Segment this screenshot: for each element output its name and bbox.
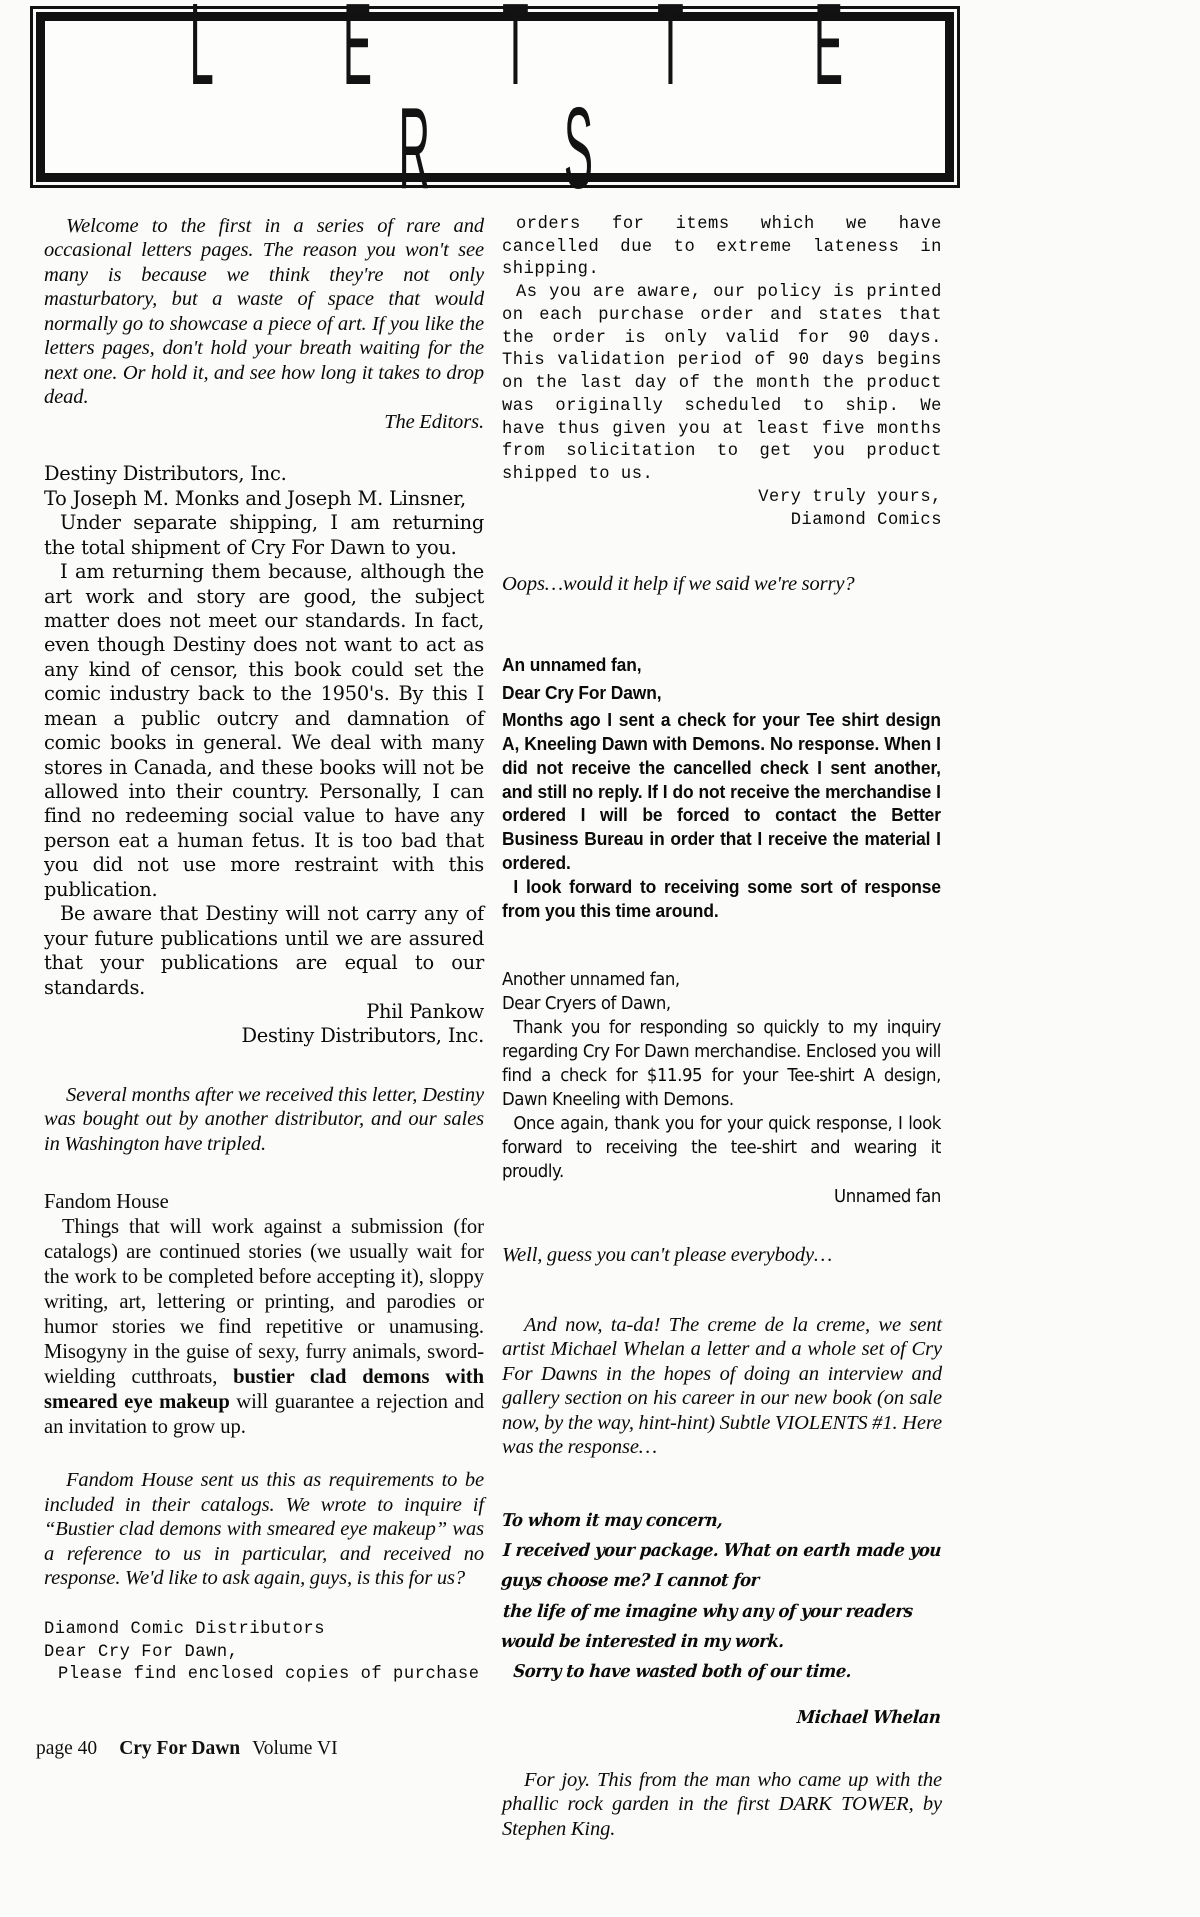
fan-editorial-note-text: Well, guess you can't please everybody…	[502, 1243, 833, 1266]
whelan-letter-signature: Michael Whelan	[796, 1707, 942, 1729]
fandom-letter-body-pre: Things that will work against a submission (for catalogs) are continued stories (we usually wait for the work to be completed before accepting it), sloppy writing, art, lettering or printing, and parodies or humor stories we find repetitive or unamusing. Misogyny in the guise of sexy, furry animals, sword-wielding cutthroats,	[44, 1216, 484, 1389]
whelan-editorial-note-text: For joy. This from the man who came up with the phallic rock garden in the first DARK TOWER, by Stephen King.	[502, 1768, 942, 1840]
destiny-letter-paragraph-1-text: Under separate shipping, I am returning the total shipment of Cry For Dawn to you.	[44, 511, 484, 559]
fandom-letter-body-bold: bustier clad demons with smeared eye makeup	[44, 1366, 484, 1414]
fandom-editorial-note	[44, 1468, 484, 1590]
diamond-letter-salutation: Dear Cry For Dawn,	[44, 1642, 239, 1662]
whelan-editorial-note	[502, 1768, 942, 1841]
diamond-letter-body-start	[44, 1664, 484, 1687]
footer-page-number: page 40	[36, 1738, 98, 1759]
destiny-letter-header: Destiny Distributors, Inc.	[44, 462, 287, 486]
fan-2-header: Another unnamed fan,	[502, 970, 680, 991]
fan-1-paragraph-1-text: Months ago I sent a check for your Tee shirt design A, Kneeling Dawn with Demons. No response. When I did not receive the cancelled check I sent another, and still no reply. If I do not receive the merchandise I ordered I will be forced to contact the Better Business Bureau in order that I receive the material I ordered.	[502, 709, 941, 874]
diamond-editorial-note: Oops…would it help if we said we're sorry?	[502, 573, 855, 596]
intro-paragraph	[44, 214, 484, 410]
fan-2-paragraph-1	[502, 1016, 941, 1112]
fandom-editorial-note-text: Fandom House sent us this as requirements to be included in their catalogs. We wrote to inquire if “Bustier clad demons with smeared eye makeup” was a reference to us in particular, and received no response. We'd like to ask again, guys, is this for us?	[44, 1469, 484, 1590]
diamond-letter-paragraph-2	[502, 282, 942, 487]
diamond-letter-company: Diamond Comics	[790, 510, 942, 530]
diamond-letter-body-cont-text: orders for items which we have cancelled due to extreme lateness in shipping.	[502, 215, 942, 280]
destiny-letter-paragraph-2	[44, 560, 484, 902]
diamond-letter-paragraph-2-text: As you are aware, our policy is printed on each purchase order and states that the order is only valid for 90 days. This validation period of 90 days begins on the last day of the month the product was originally scheduled to ship. We have thus given you at least five months from solicitation to get you product shipped to us.	[502, 283, 942, 485]
fan-1-header: An unnamed fan,	[502, 653, 642, 675]
fan-2-signature: Unnamed fan	[834, 1186, 941, 1207]
masthead-frame	[30, 0, 960, 214]
diamond-letter-body-cont	[502, 214, 942, 282]
fandom-letter-body	[44, 1215, 484, 1440]
fan-1-salutation: Dear Cry For Dawn,	[502, 681, 662, 703]
masthead-inner-frame	[36, 0, 954, 214]
intro-signature: The Editors.	[384, 410, 484, 433]
page-title: L E T T ER S	[189, 0, 862, 214]
destiny-letter-paragraph-3	[44, 902, 484, 1000]
destiny-letter-paragraph-3-text: Be aware that Destiny will not carry any of your future publications until we are assured that your publications are equal to our standards.	[44, 902, 484, 999]
page-footer	[36, 1738, 338, 1760]
whelan-letter-salutation: To whom it may concern,	[501, 1509, 724, 1531]
destiny-letter-paragraph-1	[44, 511, 484, 560]
destiny-editorial-note	[44, 1083, 484, 1156]
right-column	[502, 214, 942, 1841]
fan-2-paragraph-2-text: Once again, thank you for your quick response, I look forward to receiving the tee-shirt and wearing it proudly.	[502, 1114, 941, 1183]
left-column	[44, 214, 484, 1687]
destiny-letter-paragraph-2-text: I am returning them because, although the art work and story are good, the subject matter does not meet our standards. In fact, even though Destiny does not want to act as any kind of censor, this book could set the comic industry back to the 1950's. By this I mean a public outcry and damnation of comic books in general. We deal with many stores in Canada, and these books will not be allowed into their country. Personally, I can find no redeeming social value to have any person eat a human fetus. It is too bad that you did not use more restraint with this publication.	[44, 560, 484, 901]
whelan-intro-note	[502, 1313, 942, 1460]
footer-publication-title: Cry For Dawn	[119, 1738, 241, 1759]
diamond-letter-header: Diamond Comic Distributors	[44, 1619, 326, 1639]
footer-volume: Volume VI	[252, 1738, 338, 1759]
fan-1-paragraph-2	[502, 875, 941, 923]
fan-1-paragraph-1	[502, 708, 941, 874]
whelan-letter-line-1: I received your package. What on earth made you guys choose me? I cannot for	[500, 1540, 942, 1592]
destiny-editorial-note-text: Several months after we received this letter, Destiny was bought out by another distributor, and our sales in Washington have tripled.	[44, 1083, 484, 1155]
fan-editorial-note	[502, 1243, 942, 1267]
diamond-letter-body-start-text: Please find enclosed copies of purchase	[58, 1665, 480, 1685]
intro-paragraph-text: Welcome to the first in a series of rare and occasional letters pages. The reason you won't see many is because we think they're not only masturbatory, but a waste of space that would normally go to showcase a piece of art. If you like the letters pages, don't hold your breath waiting for the next one. Or hold it, and see how long it takes to drop dead.	[44, 215, 484, 409]
whelan-intro-note-text: And now, ta-da! The creme de la creme, we sent artist Michael Whelan a letter and a whole set of Cry For Dawns in the hopes of doing an interview and gallery section on his career in our new book (on sale now, by the way, hint-hint) Subtle VIOLENTS #1. Here was the response…	[502, 1314, 942, 1459]
fan-2-salutation: Dear Cryers of Dawn,	[502, 994, 671, 1015]
destiny-letter-signature-company: Destiny Distributors, Inc.	[241, 1024, 484, 1048]
whelan-letter-line-3: Sorry to have wasted both of our time.	[512, 1661, 852, 1683]
fandom-letter-body-post: will guarantee a rejection and an invitation to grow up.	[44, 1391, 484, 1439]
diamond-letter-closing: Very truly yours,	[758, 487, 942, 507]
fan-1-paragraph-2-text: I look forward to receiving some sort of response from you this time around.	[502, 875, 941, 921]
destiny-letter-signature-name: Phil Pankow	[366, 999, 484, 1023]
fan-2-paragraph-1-text: Thank you for responding so quickly to my inquiry regarding Cry For Dawn merchandise. Enclosed you will find a check for $11.95 for your Tee-shirt A design, Dawn Kneeling with Demons.	[502, 1018, 941, 1111]
whelan-letter-line-2: the life of me imagine why any of your readers would be interested in my work.	[500, 1600, 914, 1652]
fandom-letter-header: Fandom House	[44, 1191, 169, 1214]
fan-2-paragraph-2	[502, 1112, 941, 1184]
destiny-letter-salutation: To Joseph M. Monks and Joseph M. Linsner,	[44, 486, 466, 510]
